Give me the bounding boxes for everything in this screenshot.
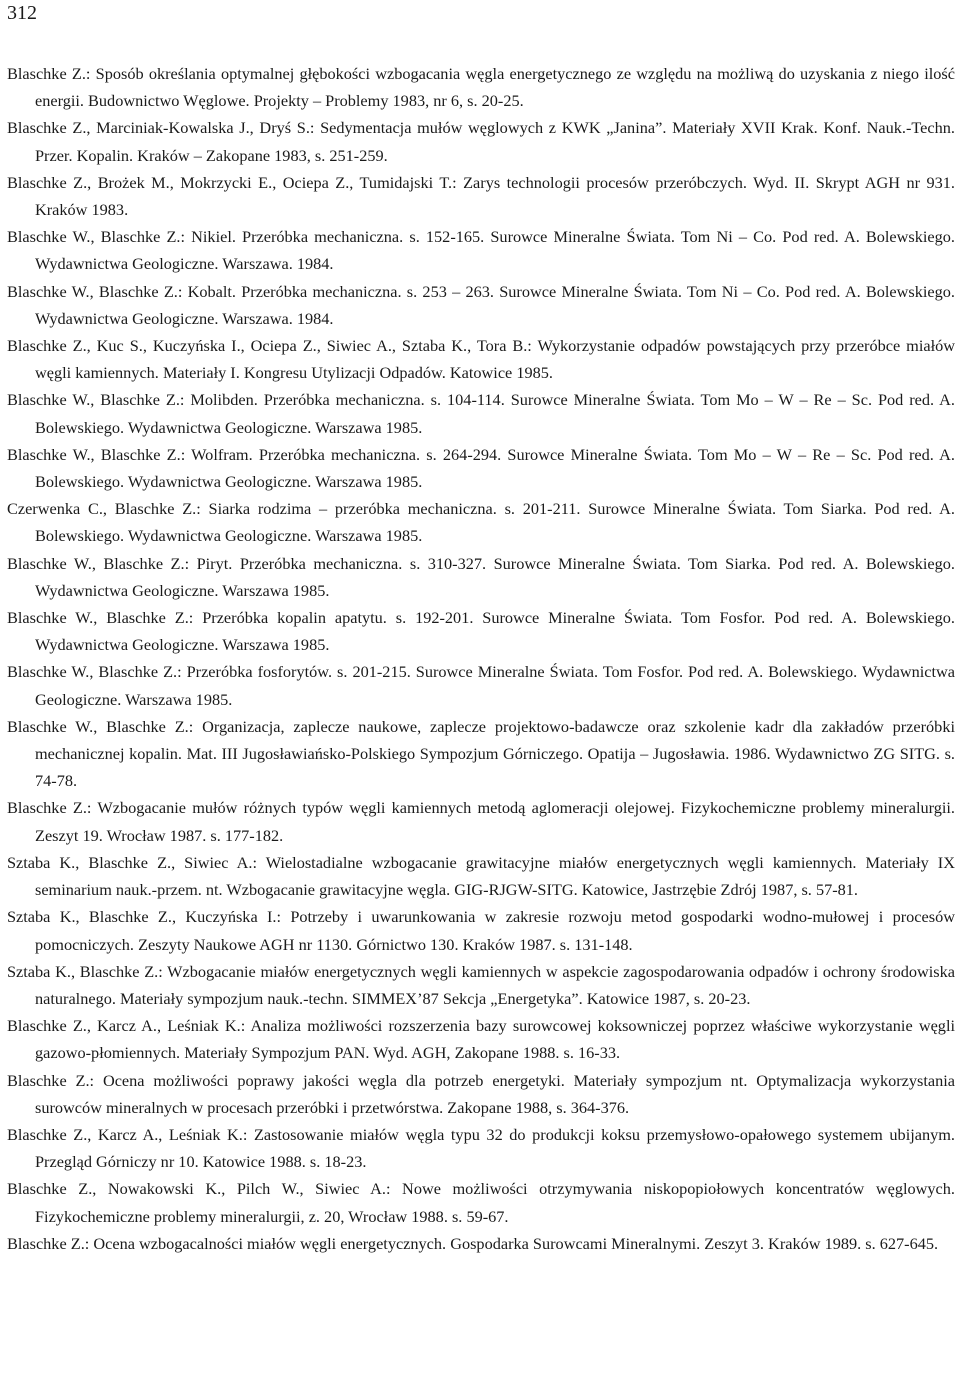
reference-entry: Blaschke W., Blaschke Z.: Wolfram. Przeróbka mechaniczna. s. 264-294. Surowce Mineralne Świata. Tom Mo – W – Re – Sc. Pod red. A. Bolewskiego. Wydawnictwa Geologiczne. Warszawa 1985. xyxy=(7,444,955,492)
reference-entry: Blaschke Z., Marciniak-Kowalska J., Dryś S.: Sedymentacja mułów węglowych z KWK „Janina”. Materiały XVII Krak. Konf. Nauk.-Techn. Przer. Kopalin. Kraków – Zakopane 1983, s. 251-259. xyxy=(7,118,955,165)
reference-entry: Blaschke W., Blaschke Z.: Piryt. Przeróbka mechaniczna. s. 310-327. Surowce Mineralne Świata. Tom Siarka. Pod red. A. Bolewskiego. Wydawnictwa Geologiczne. Warszawa 1985. xyxy=(7,553,955,600)
page-number: 312 xyxy=(7,2,37,24)
reference-entry: Blaschke Z., Karcz A., Leśniak K.: Analiza możliwości rozszerzenia bazy surowcowej koksowniczej poprzez właściwe wykorzystanie węgli gazowo-płomiennych. Materiały Sympozjum PAN. Wyd. AGH, Zakopane 1988. s. 16-33. xyxy=(7,1016,955,1063)
reference-entry: Sztaba K., Blaschke Z., Kuczyńska I.: Potrzeby i uwarunkowania w zakresie rozwoju metod gospodarki wodno-mułowej i procesów pomocniczych. Zeszyty Naukowe AGH nr 1130. Górnictwo 130. Kraków 1987. s. 131-148. xyxy=(7,907,955,954)
reference-entry: Blaschke Z., Karcz A., Leśniak K.: Zastosowanie miałów węgla typu 32 do produkcji koksu przemysłowo-opałowego systemem ubijanym. Przegląd Górniczy nr 10. Katowice 1988. s. 18-23. xyxy=(7,1124,955,1172)
bibliography-list xyxy=(7,60,955,1257)
reference-entry: Czerwenka C., Blaschke Z.: Siarka rodzima – przeróbka mechaniczna. s. 201-211. Surowce Mineralne Świata. Tom Siarka. Pod red. A. Bolewskiego. Wydawnictwa Geologiczne. Warszawa 1985. xyxy=(7,499,955,546)
reference-entry: Blaschke Z., Kuc S., Kuczyńska I., Ociepa Z., Siwiec A., Sztaba K., Tora B.: Wykorzystanie odpadów powstających przy przeróbce miałów węgli kamiennych. Materiały I. Kongresu Utylizacji Odpadów. Katowice 1985. xyxy=(7,336,955,383)
reference-entry: Blaschke W., Blaschke Z.: Kobalt. Przeróbka mechaniczna. s. 253 – 263. Surowce Mineralne Świata. Tom Ni – Co. Pod red. A. Bolewskiego. Wydawnictwa Geologiczne. Warszawa. 1984. xyxy=(7,281,955,328)
reference-entry: Blaschke W., Blaschke Z.: Nikiel. Przeróbka mechaniczna. s. 152-165. Surowce Mineralne Świata. Tom Ni – Co. Pod red. A. Bolewskiego. Wydawnictwa Geologiczne. Warszawa. 1984. xyxy=(7,227,955,274)
reference-entry: Blaschke Z., Brożek M., Mokrzycki E., Ociepa Z., Tumidajski T.: Zarys technologii procesów przeróbczych. Wyd. II. Skrypt AGH nr 931. Kraków 1983. xyxy=(7,172,955,220)
reference-entry: Blaschke W., Blaschke Z.: Organizacja, zaplecze naukowe, zaplecze projektowo-badawcze oraz szkolenie kadr dla zakładów przeróbki mechanicznej kopalin. Mat. III Jugosławiańsko-Polskiego Sympozjum Górniczego. Opatija – Jugosławia. 1986. Wydawnictwo ZG SITG. s. 74-78. xyxy=(7,716,955,791)
reference-entry: Blaschke Z.: Wzbogacanie mułów różnych typów węgli kamiennych metodą aglomeracji olejowej. Fizykochemiczne problemy mineralurgii. Zeszyt 19. Wrocław 1987. s. 177-182. xyxy=(7,798,955,845)
reference-entry: Blaschke Z., Nowakowski K., Pilch W., Siwiec A.: Nowe możliwości otrzymywania niskopopiołowych koncentratów węglowych. Fizykochemiczne problemy mineralurgii, z. 20, Wrocław 1988. s. 59-67. xyxy=(7,1179,955,1226)
reference-entry: Blaschke W., Blaschke Z.: Molibden. Przeróbka mechaniczna. s. 104-114. Surowce Mineralne Świata. Tom Mo – W – Re – Sc. Pod red. A. Bolewskiego. Wydawnictwa Geologiczne. Warszawa 1985. xyxy=(7,390,955,437)
reference-entry: Blaschke Z.: Sposób określania optymalnej głębokości wzbogacania węgla energetycznego ze względu na możliwą do uzyskania z niego ilość energii. Budownictwo Węglowe. Projekty – Problemy 1983, nr 6, s. 20-25. xyxy=(7,64,955,111)
reference-entry: Sztaba K., Blaschke Z., Siwiec A.: Wielostadialne wzbogacanie grawitacyjne miałów energetycznych węgli kamiennych. Materiały IX seminarium nauk.-przem. nt. Wzbogacanie grawitacyjne węgla. GIG-RJGW-SITG. Katowice, Jastrzębie Zdrój 1987, s. 57-81. xyxy=(7,852,955,900)
reference-entry: Blaschke W., Blaschke Z.: Przeróbka kopalin apatytu. s. 192-201. Surowce Mineralne Świata. Tom Fosfor. Pod red. A. Bolewskiego. Wydawnictwa Geologiczne. Warszawa 1985. xyxy=(7,608,955,655)
reference-entry: Blaschke Z.: Ocena wzbogacalności miałów węgli energetycznych. Gospodarka Surowcami Mineralnymi. Zeszyt 3. Kraków 1989. s. 627-645. xyxy=(7,1233,939,1253)
reference-entry: Sztaba K., Blaschke Z.: Wzbogacanie miałów energetycznych węgli kamiennych w aspekcie zagospodarowania odpadów i ochrony środowiska naturalnego. Materiały sympozjum nauk.-techn. SIMMEX’87 Sekcja „Energetyka”. Katowice 1987, s. 20-23. xyxy=(7,961,955,1008)
reference-entry: Blaschke Z.: Ocena możliwości poprawy jakości węgla dla potrzeb energetyki. Materiały sympozjum nt. Optymalizacja wykorzystania surowców mineralnych w procesach przeróbki i przetwórstwa. Zakopane 1988, s. 364-376. xyxy=(7,1070,955,1117)
reference-entry: Blaschke W., Blaschke Z.: Przeróbka fosforytów. s. 201-215. Surowce Mineralne Świata. Tom Fosfor. Pod red. A. Bolewskiego. Wydawnictwa Geologiczne. Warszawa 1985. xyxy=(7,662,955,709)
